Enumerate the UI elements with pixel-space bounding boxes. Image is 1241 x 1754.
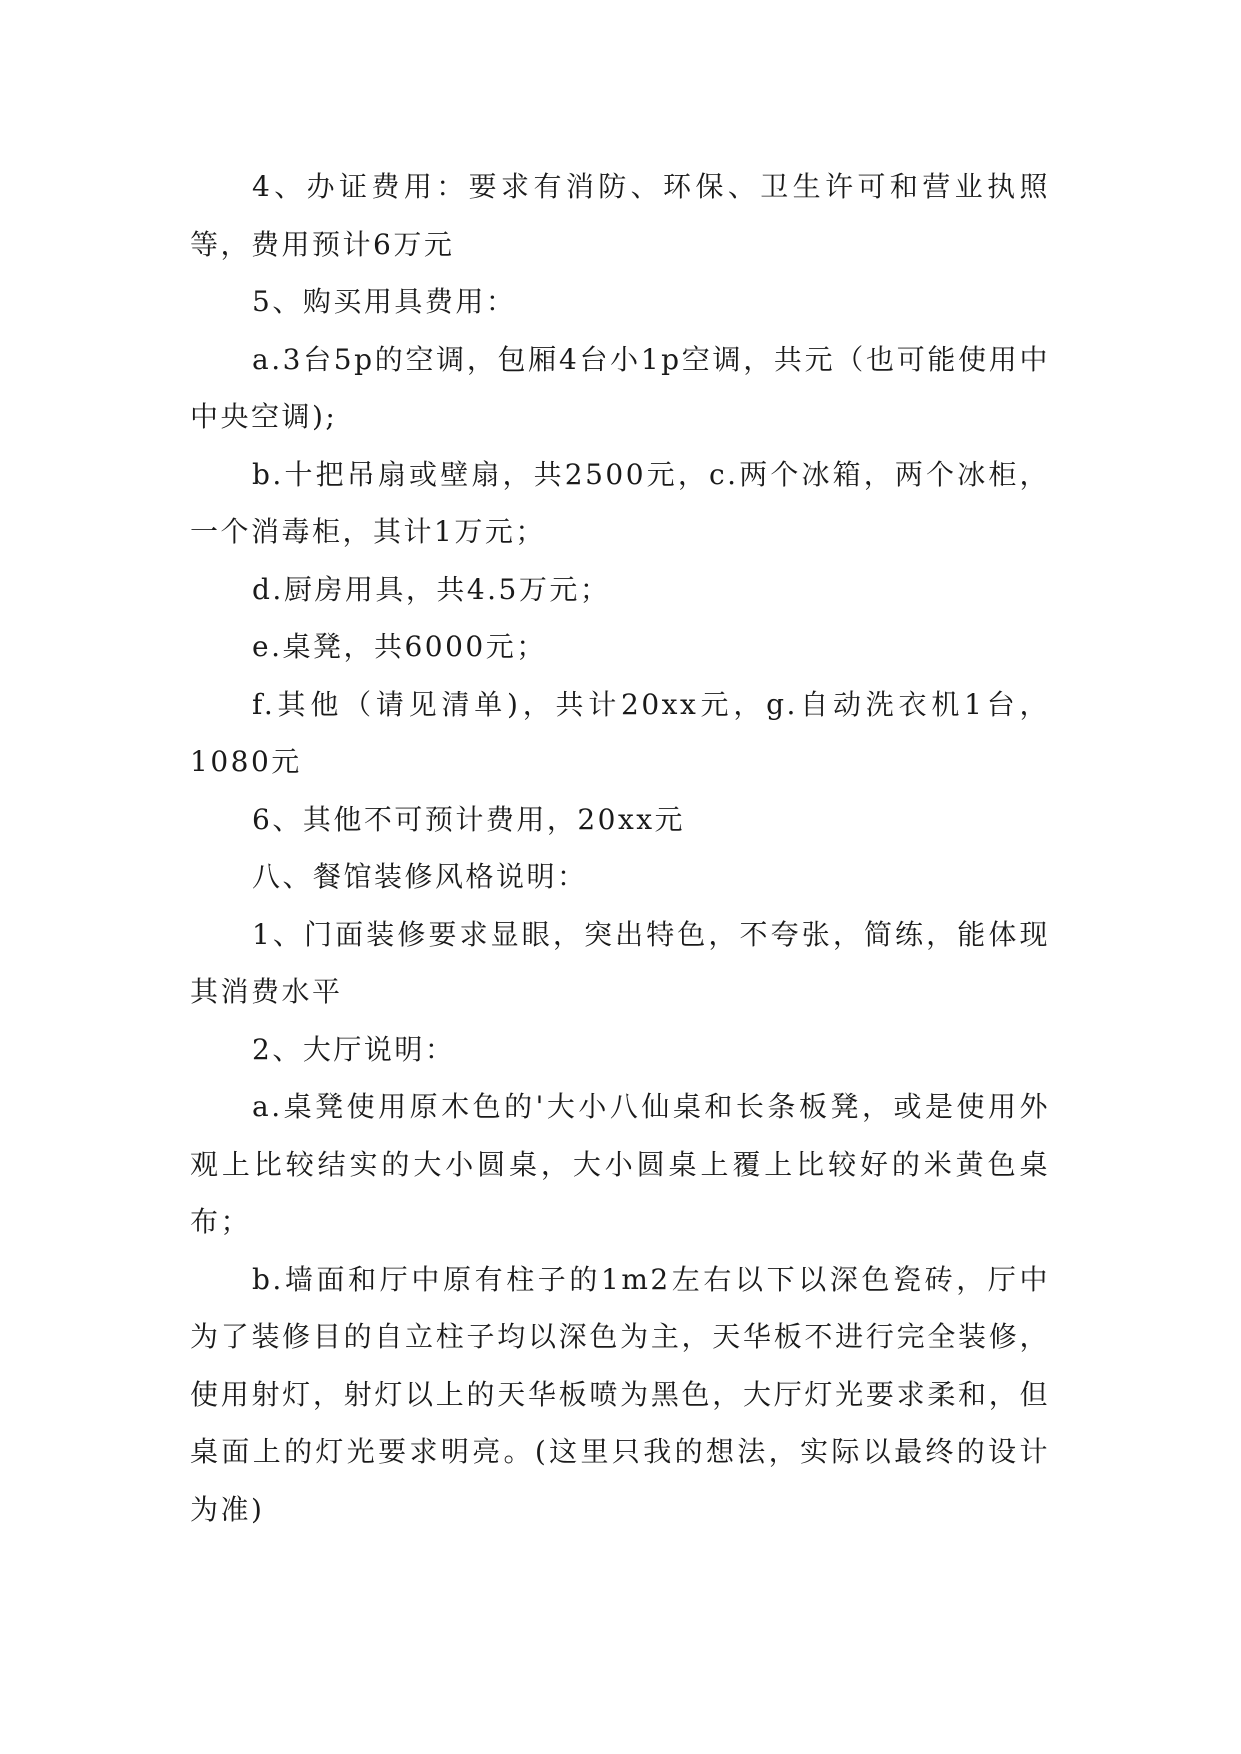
paragraph-tables-stools: e.桌凳，共6000元； xyxy=(252,630,547,663)
paragraph-other-items: f.其他（请见清单)，共计20xx元，g.自动洗衣机1台，1080元 xyxy=(190,687,1050,778)
section-heading-decoration-style: 八、餐馆装修风格说明： xyxy=(252,860,588,893)
paragraph-hall-walls-lighting: b.墙面和厅中原有柱子的1m2左右以下以深色瓷砖，厅中为了装修目的自立柱子均以深色为主，天华板不进行完全装修，使用射灯，射灯以上的天华板喷为黑色，大厅灯光要求柔和，但桌面上的灯光要求明亮。(这里只我的想法，实际以最终的设计为准) xyxy=(190,1262,1050,1526)
paragraph-hall-heading: 2、大厅说明： xyxy=(252,1032,456,1066)
paragraph-hall-furniture: a.桌凳使用原木色的'大小八仙桌和长条板凳，或是使用外观上比较结实的大小圆桌，大小圆桌上覆上比较好的米黄色桌布； xyxy=(190,1090,1050,1238)
paragraph-kitchenware: d.厨房用具，共4.5万元； xyxy=(252,572,611,606)
paragraph-permit-fees: 4、办证费用：要求有消防、环保、卫生许可和营业执照等，费用预计6万元 xyxy=(190,170,1050,261)
document-body xyxy=(190,158,1050,1538)
paragraph-unforeseen-costs: 6、其他不可预计费用，20xx元 xyxy=(252,802,686,836)
paragraph-air-conditioners: a.3台5p的空调，包厢4台小1p空调，共元（也可能使用中中央空调); xyxy=(190,342,1050,433)
paragraph-fans-fridges: b.十把吊扇或壁扇，共2500元，c.两个冰箱，两个冰柜，一个消毒柜，其计1万元； xyxy=(190,457,1050,548)
paragraph-equipment-fees: 5、购买用具费用： xyxy=(252,285,517,318)
paragraph-storefront: 1、门面装修要求显眼，突出特色，不夸张，简练，能体现其消费水平 xyxy=(190,917,1050,1008)
